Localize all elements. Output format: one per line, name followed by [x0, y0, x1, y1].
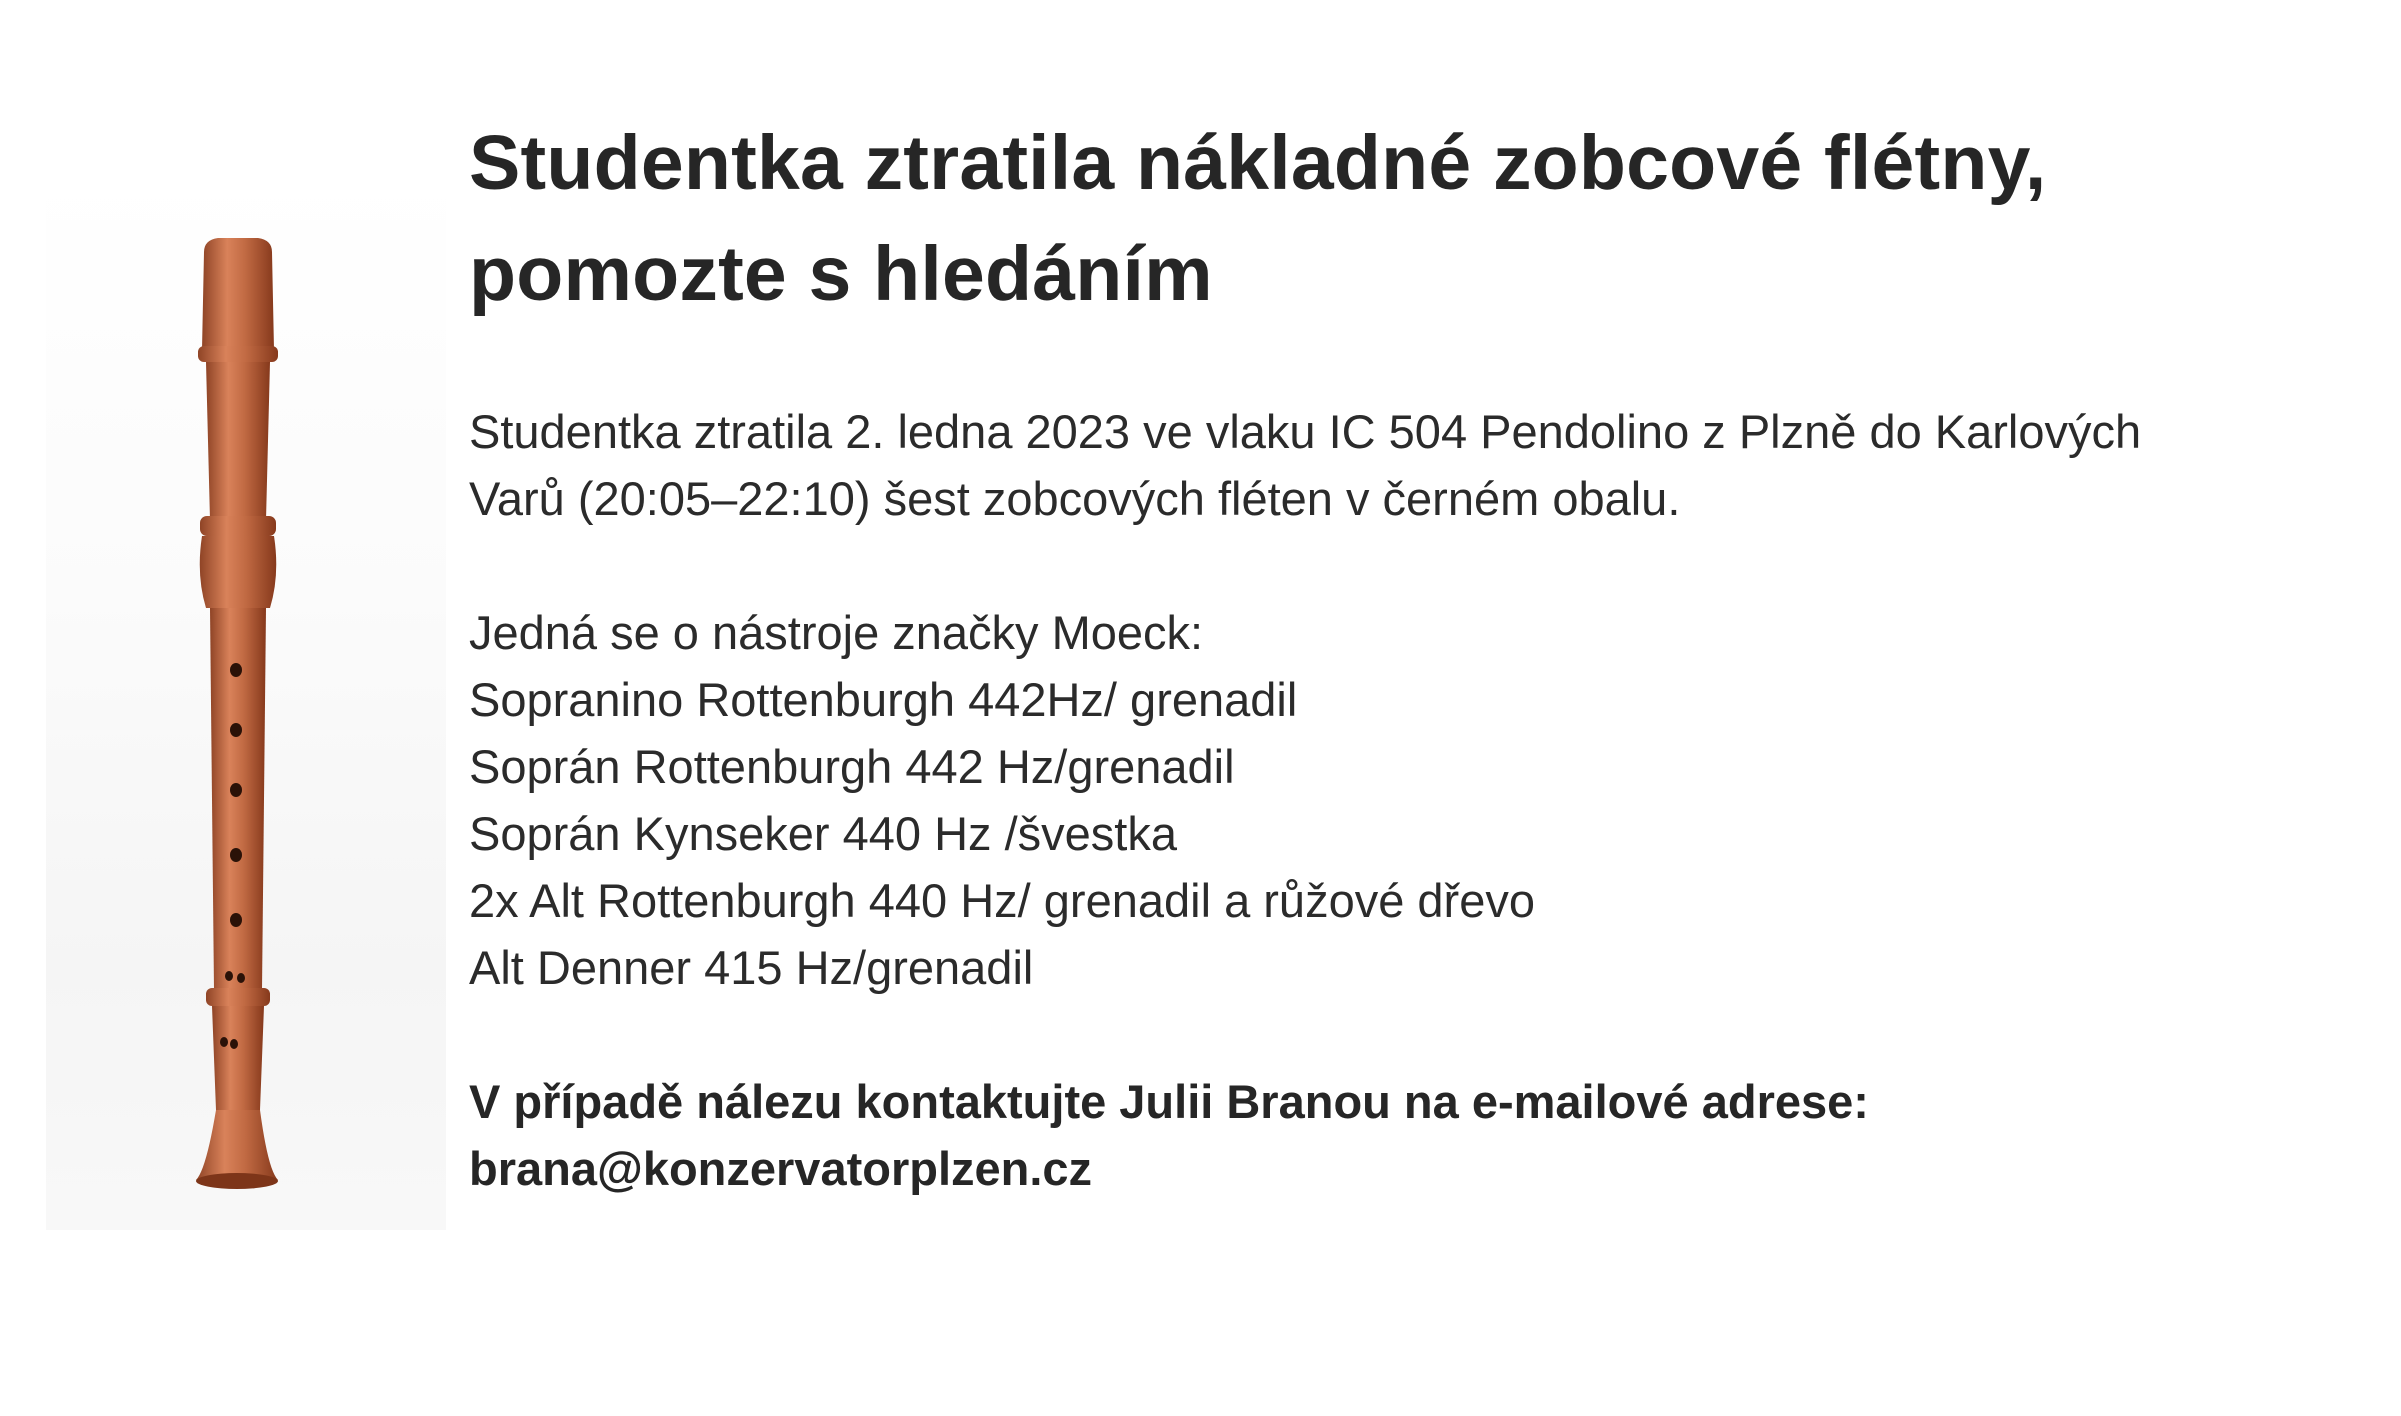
recorder-photo — [46, 170, 446, 1230]
intro-line-1: Studentka ztratila 2. ledna 2023 ve vlaku IC 504 Pendolino z Plzně do Karlových — [469, 405, 2142, 458]
contact-line: V případě nálezu kontaktujte Julii Branou na e-mailové adrese: — [469, 1075, 1869, 1128]
article — [469, 108, 2349, 1202]
list-heading: Jedná se o nástroje značky Moeck: — [469, 606, 1204, 659]
contact-paragraph — [469, 1068, 2349, 1202]
recorder-flute-icon — [46, 170, 446, 1230]
intro-line-2: Varů (20:05–22:10) šest zobcových fléten v černém obalu. — [469, 472, 1681, 525]
list-item: Soprán Rottenburgh 442 Hz/grenadil — [469, 740, 1235, 793]
title-line-2: pomozte s hledáním — [469, 231, 1213, 317]
list-item: Alt Denner 415 Hz/grenadil — [469, 941, 1034, 994]
list-item: Soprán Kynseker 440 Hz /švestka — [469, 807, 1177, 860]
instrument-list — [469, 599, 2349, 1001]
list-item: 2x Alt Rottenburgh 440 Hz/ grenadil a růžové dřevo — [469, 874, 1535, 927]
contact-email: brana@konzervatorplzen.cz — [469, 1142, 1093, 1195]
title-line-1: Studentka ztratila nákladné zobcové flétny, — [469, 120, 2047, 206]
intro-paragraph — [469, 398, 2349, 532]
page-title — [469, 108, 2349, 330]
list-item: Sopranino Rottenburgh 442Hz/ grenadil — [469, 673, 1298, 726]
